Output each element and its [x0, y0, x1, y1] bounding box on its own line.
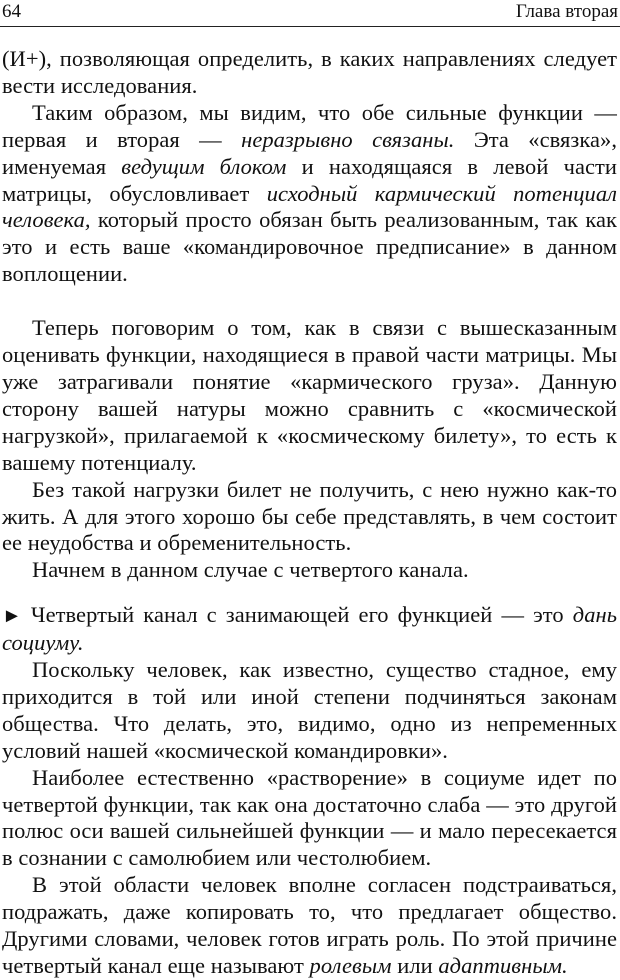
- emphasis: ролевым: [309, 953, 392, 978]
- section-gap: [2, 288, 617, 315]
- text-run: и находящаяся в левой части матрицы, обусловливает: [2, 153, 618, 206]
- running-header: [0, 0, 620, 27]
- paragraph-9: [2, 872, 617, 980]
- triangle-bullet-icon: ►: [2, 605, 22, 628]
- section-gap: [2, 584, 617, 602]
- emphasis: неразрывно связаны.: [241, 126, 455, 152]
- emphasis: исходный кармический потенциал человека,: [2, 180, 617, 233]
- paragraph-2: [2, 100, 617, 288]
- chapter-title: Глава вторая: [515, 1, 618, 22]
- paragraph-7: Поскольку человек, как известно, существо стадное, ему приходится в той или иной степени подчиняться законам общества. Что делать, это, видимо, одно из непременных условий нашей «космической командировки».: [2, 657, 617, 763]
- text-run: или: [391, 953, 439, 978]
- text-run: Эта «связка», именуемая: [2, 126, 617, 179]
- text-run: Таким образом, мы видим, что обе сильные функции — первая и вторая —: [2, 99, 617, 152]
- text-run: который просто обязан быть реализованным, так как это и есть ваше «командировочное предписание» в данном воплощении.: [2, 207, 617, 287]
- paragraph-5: Начнем в данном случае с четвертого канала.: [32, 557, 469, 583]
- text-run: В этой области человек вполне согласен подстраиваться, подражать, даже копировать то, что предлагает общество. Другими словами, человек готов играть роль. По этой причине четвертый канал еще называют: [2, 872, 617, 978]
- paragraph-6: [2, 602, 617, 657]
- emphasis: ведущим блоком: [121, 153, 287, 179]
- emphasis: адаптивным.: [438, 953, 568, 978]
- emphasis: дань социуму.: [2, 602, 617, 656]
- paragraph-4: Без такой нагрузки билет не получить, с нею нужно как-то жить. А для этого хорошо бы себе представлять, в чем состоит ее неудобства и обременительность.: [2, 476, 617, 556]
- text-run: Четвертый канал с занимающей его функцией — это: [21, 602, 573, 628]
- paragraph-1: (И+), позволяющая определить, в каких направлениях следует вести исследования.: [2, 46, 617, 98]
- paragraph-8: Наиболее естественно «растворение» в социуме идет по четвертой функции, так как она достаточно слаба — это другой полюс оси вашей сильнейшей функции — и мало пересекается в сознании с самолюбием или честолюбием.: [2, 764, 617, 871]
- paragraph-3: Теперь поговорим о том, как в связи с вышесказанным оценивать функции, находящиеся в правой части матрицы. Мы уже затрагивали понятие «кармического груза». Данную сторону вашей натуры можно сравнить с «космической нагрузкой», прилагаемой к «космическому билету», то есть к вашему потенциалу.: [2, 315, 617, 475]
- page-body: [2, 46, 617, 980]
- page-number: 64: [2, 1, 21, 22]
